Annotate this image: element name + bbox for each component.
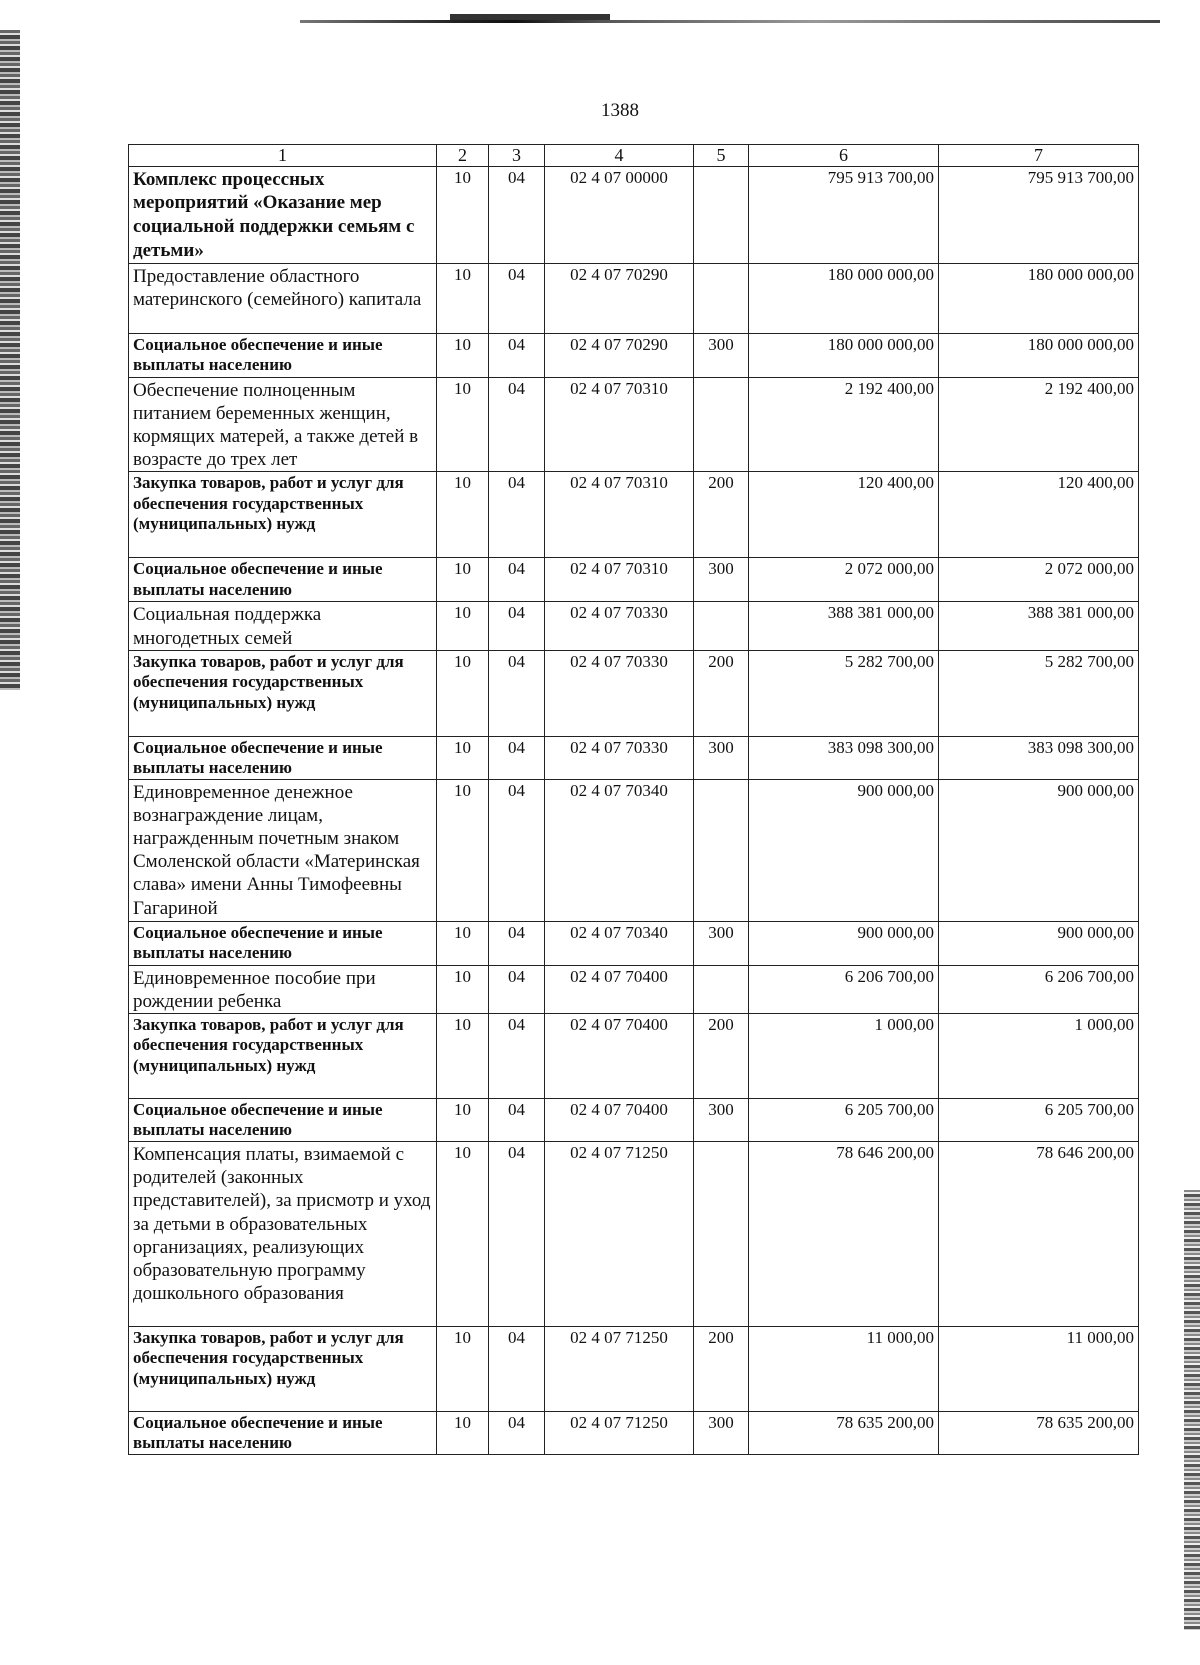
cell-sum1: 5 282 700,00 [749, 650, 939, 736]
table-row [129, 333, 1139, 377]
cell-pr: 04 [489, 602, 545, 650]
cell-sum1: 900 000,00 [749, 921, 939, 965]
cell-pr: 04 [489, 1412, 545, 1455]
column-number-row [129, 145, 1139, 167]
row-name: Социальное обеспечение и иные выплаты населению [129, 333, 437, 377]
cell-vr: 200 [694, 1014, 749, 1099]
cell-rz: 10 [437, 1327, 489, 1412]
cell-pr: 04 [489, 1099, 545, 1142]
cell-sum1: 2 192 400,00 [749, 377, 939, 472]
row-name: Закупка товаров, работ и услуг для обеспечения государственных (муниципальных) нужд [129, 1327, 437, 1412]
table-row [129, 1142, 1139, 1327]
table-row [129, 779, 1139, 921]
cell-sum1: 6 205 700,00 [749, 1099, 939, 1142]
table-row [129, 965, 1139, 1013]
column-number: 1 [129, 145, 437, 167]
cell-csr: 02 4 07 70400 [545, 1099, 694, 1142]
cell-pr: 04 [489, 1327, 545, 1412]
row-name: Социальное обеспечение и иные выплаты населению [129, 921, 437, 965]
table-row [129, 263, 1139, 333]
cell-pr: 04 [489, 1014, 545, 1099]
cell-vr: 300 [694, 1412, 749, 1455]
cell-sum2: 6 205 700,00 [939, 1099, 1139, 1142]
cell-csr: 02 4 07 70330 [545, 650, 694, 736]
cell-pr: 04 [489, 263, 545, 333]
cell-vr: 300 [694, 558, 749, 602]
cell-sum1: 11 000,00 [749, 1327, 939, 1412]
cell-csr: 02 4 07 70310 [545, 558, 694, 602]
cell-vr [694, 263, 749, 333]
cell-sum2: 1 000,00 [939, 1014, 1139, 1099]
cell-vr [694, 377, 749, 472]
cell-sum1: 6 206 700,00 [749, 965, 939, 1013]
cell-vr: 300 [694, 736, 749, 779]
row-name: Единовременное пособие при рождении ребенка [129, 965, 437, 1013]
cell-sum2: 5 282 700,00 [939, 650, 1139, 736]
scan-artifact-top-line [300, 20, 1160, 23]
cell-sum1: 388 381 000,00 [749, 602, 939, 650]
row-name: Закупка товаров, работ и услуг для обеспечения государственных (муниципальных) нужд [129, 1014, 437, 1099]
cell-sum1: 180 000 000,00 [749, 263, 939, 333]
row-name: Компенсация платы, взимаемой с родителей (законных представителей), за присмотр и уход за детьми в образовательных организациях, реализующих образовательную программу дошкольного образования [129, 1142, 437, 1327]
row-name: Предоставление областного материнского (семейного) капитала [129, 263, 437, 333]
cell-rz: 10 [437, 1014, 489, 1099]
row-name: Закупка товаров, работ и услуг для обеспечения государственных (муниципальных) нужд [129, 472, 437, 558]
column-number: 3 [489, 145, 545, 167]
table-row [129, 921, 1139, 965]
cell-vr [694, 602, 749, 650]
cell-vr: 200 [694, 1327, 749, 1412]
row-name: Социальное обеспечение и иные выплаты населению [129, 1412, 437, 1455]
table-row [129, 472, 1139, 558]
row-name: Социальное обеспечение и иные выплаты населению [129, 1099, 437, 1142]
cell-sum2: 388 381 000,00 [939, 602, 1139, 650]
cell-rz: 10 [437, 1099, 489, 1142]
cell-rz: 10 [437, 602, 489, 650]
cell-sum1: 78 646 200,00 [749, 1142, 939, 1327]
column-number: 5 [694, 145, 749, 167]
cell-sum2: 78 646 200,00 [939, 1142, 1139, 1327]
cell-pr: 04 [489, 166, 545, 263]
table-row [129, 1327, 1139, 1412]
cell-sum2: 180 000 000,00 [939, 263, 1139, 333]
column-number: 6 [749, 145, 939, 167]
cell-rz: 10 [437, 921, 489, 965]
scan-artifact-left-edge [0, 30, 20, 690]
cell-sum1: 795 913 700,00 [749, 166, 939, 263]
cell-vr [694, 779, 749, 921]
cell-csr: 02 4 07 71250 [545, 1142, 694, 1327]
table-row [129, 1412, 1139, 1455]
cell-pr: 04 [489, 472, 545, 558]
cell-pr: 04 [489, 333, 545, 377]
column-number: 4 [545, 145, 694, 167]
cell-csr: 02 4 07 00000 [545, 166, 694, 263]
row-name: Социальная поддержка многодетных семей [129, 602, 437, 650]
cell-csr: 02 4 07 70330 [545, 602, 694, 650]
row-name: Единовременное денежное вознаграждение лицам, награжденным почетным знаком Смоленской области «Материнская слава» имени Анны Тимофеевны Гагариной [129, 779, 437, 921]
cell-rz: 10 [437, 263, 489, 333]
table-row [129, 650, 1139, 736]
table-row [129, 736, 1139, 779]
cell-sum2: 6 206 700,00 [939, 965, 1139, 1013]
cell-csr: 02 4 07 70310 [545, 472, 694, 558]
column-number: 2 [437, 145, 489, 167]
cell-sum2: 180 000 000,00 [939, 333, 1139, 377]
cell-vr [694, 965, 749, 1013]
cell-pr: 04 [489, 921, 545, 965]
table-row [129, 377, 1139, 472]
cell-pr: 04 [489, 736, 545, 779]
cell-pr: 04 [489, 650, 545, 736]
table-row [129, 166, 1139, 263]
cell-sum2: 2 072 000,00 [939, 558, 1139, 602]
cell-sum1: 2 072 000,00 [749, 558, 939, 602]
cell-sum2: 900 000,00 [939, 779, 1139, 921]
cell-pr: 04 [489, 1142, 545, 1327]
cell-vr: 200 [694, 472, 749, 558]
cell-pr: 04 [489, 558, 545, 602]
table-row [129, 602, 1139, 650]
cell-csr: 02 4 07 70400 [545, 965, 694, 1013]
cell-csr: 02 4 07 70330 [545, 736, 694, 779]
cell-csr: 02 4 07 70290 [545, 333, 694, 377]
cell-rz: 10 [437, 650, 489, 736]
row-name: Комплекс процессных мероприятий «Оказание мер социальной поддержки семьям с детьми» [129, 166, 437, 263]
cell-vr [694, 1142, 749, 1327]
cell-sum2: 78 635 200,00 [939, 1412, 1139, 1455]
cell-csr: 02 4 07 70400 [545, 1014, 694, 1099]
cell-vr: 300 [694, 1099, 749, 1142]
cell-rz: 10 [437, 558, 489, 602]
cell-vr: 300 [694, 921, 749, 965]
cell-sum2: 900 000,00 [939, 921, 1139, 965]
cell-vr [694, 166, 749, 263]
row-name: Закупка товаров, работ и услуг для обеспечения государственных (муниципальных) нужд [129, 650, 437, 736]
cell-vr: 200 [694, 650, 749, 736]
cell-rz: 10 [437, 1412, 489, 1455]
table-row [129, 1099, 1139, 1142]
cell-sum2: 795 913 700,00 [939, 166, 1139, 263]
row-name: Социальное обеспечение и иные выплаты населению [129, 736, 437, 779]
cell-rz: 10 [437, 166, 489, 263]
cell-pr: 04 [489, 965, 545, 1013]
cell-csr: 02 4 07 71250 [545, 1327, 694, 1412]
cell-sum1: 180 000 000,00 [749, 333, 939, 377]
cell-rz: 10 [437, 472, 489, 558]
scan-artifact-right-edge [1184, 1190, 1200, 1630]
cell-csr: 02 4 07 70310 [545, 377, 694, 472]
cell-csr: 02 4 07 70340 [545, 779, 694, 921]
table-row [129, 1014, 1139, 1099]
cell-rz: 10 [437, 736, 489, 779]
cell-csr: 02 4 07 71250 [545, 1412, 694, 1455]
cell-sum1: 78 635 200,00 [749, 1412, 939, 1455]
cell-rz: 10 [437, 333, 489, 377]
cell-pr: 04 [489, 779, 545, 921]
cell-sum1: 900 000,00 [749, 779, 939, 921]
cell-sum2: 120 400,00 [939, 472, 1139, 558]
budget-table [128, 144, 1139, 1455]
cell-pr: 04 [489, 377, 545, 472]
page-number: 1388 [601, 100, 639, 121]
cell-csr: 02 4 07 70290 [545, 263, 694, 333]
cell-sum2: 2 192 400,00 [939, 377, 1139, 472]
cell-vr: 300 [694, 333, 749, 377]
cell-sum2: 383 098 300,00 [939, 736, 1139, 779]
table-row [129, 558, 1139, 602]
cell-csr: 02 4 07 70340 [545, 921, 694, 965]
cell-rz: 10 [437, 377, 489, 472]
cell-rz: 10 [437, 779, 489, 921]
row-name: Обеспечение полноценным питанием беременных женщин, кормящих матерей, а также детей в возрасте до трех лет [129, 377, 437, 472]
cell-sum1: 1 000,00 [749, 1014, 939, 1099]
cell-sum1: 383 098 300,00 [749, 736, 939, 779]
column-number: 7 [939, 145, 1139, 167]
row-name: Социальное обеспечение и иные выплаты населению [129, 558, 437, 602]
cell-sum2: 11 000,00 [939, 1327, 1139, 1412]
cell-rz: 10 [437, 965, 489, 1013]
cell-sum1: 120 400,00 [749, 472, 939, 558]
cell-rz: 10 [437, 1142, 489, 1327]
